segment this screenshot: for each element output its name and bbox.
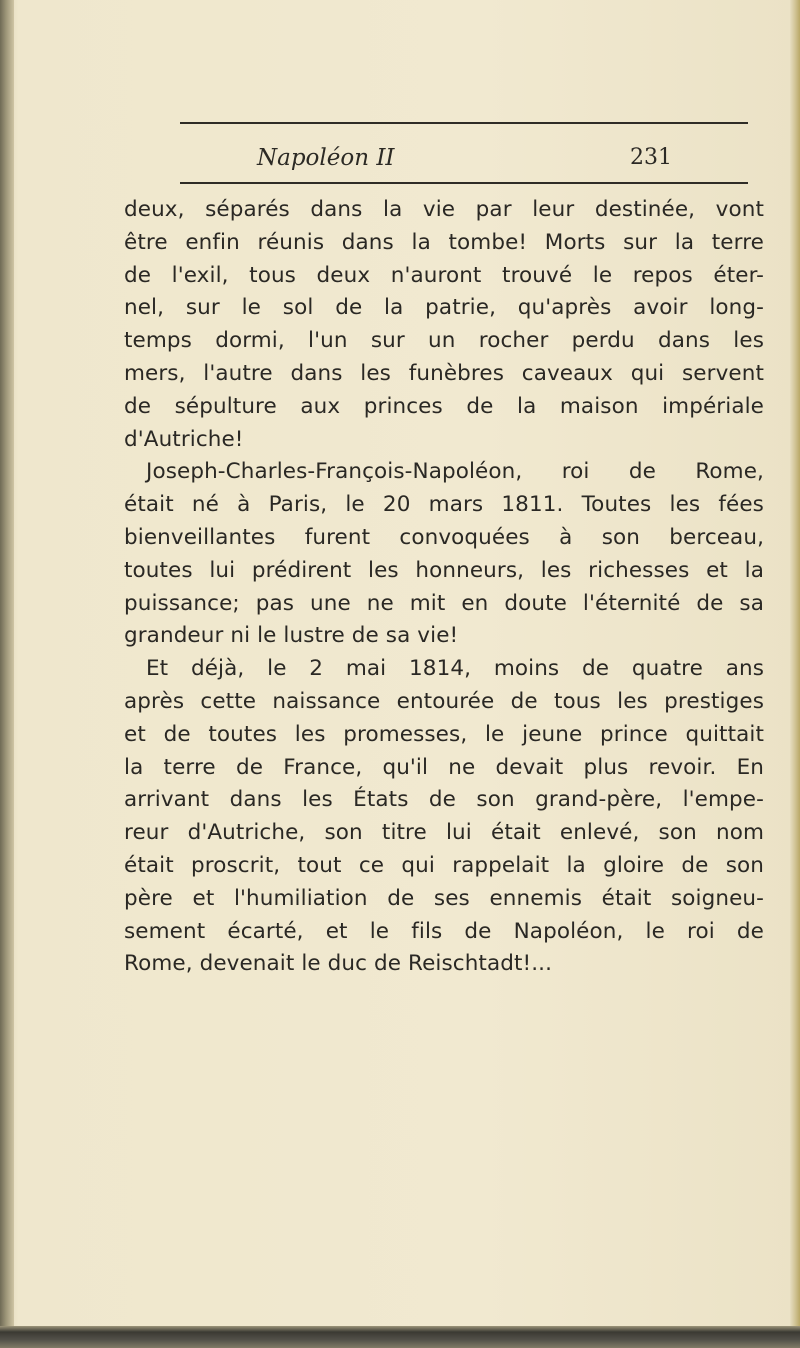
text-line: grandeur ni le lustre de sa vie!	[124, 623, 459, 649]
text-line: être enfin réunis dans la tombe! Morts sur la terre	[124, 229, 764, 255]
text-line: sement écarté, et le fils de Napoléon, le roi de	[124, 918, 764, 944]
page-bottom-edge	[0, 1326, 800, 1348]
text-line: nel, sur le sol de la patrie, qu'après avoir long-	[124, 295, 764, 321]
text-line: bienveillantes furent convoquées à son berceau,	[124, 524, 764, 550]
book-binding-edge	[0, 0, 14, 1348]
text-line: puissance; pas une ne mit en doute l'éternité de sa	[124, 590, 764, 616]
text-line: Et déjà, le 2 mai 1814, moins de quatre ans	[146, 656, 764, 682]
running-header-title: Napoléon II	[257, 145, 395, 171]
header-rule-bottom	[180, 182, 748, 184]
text-line: père et l'humiliation de ses ennemis était soigneu-	[124, 885, 764, 911]
text-line: de l'exil, tous deux n'auront trouvé le repos éter-	[124, 262, 764, 288]
text-line: de sépulture aux princes de la maison impériale	[124, 393, 764, 419]
body-text	[124, 194, 764, 981]
text-line: d'Autriche!	[124, 426, 244, 452]
text-line: arrivant dans les États de son grand-père, l'empe-	[124, 787, 764, 813]
page-right-edge	[790, 0, 800, 1348]
text-line: deux, séparés dans la vie par leur destinée, vont	[124, 197, 764, 222]
text-line: temps dormi, l'un sur un rocher perdu dans les	[124, 328, 764, 354]
text-line: Joseph-Charles-François-Napoléon, roi de Rome,	[146, 459, 764, 485]
text-line: toutes lui prédirent les honneurs, les richesses et la	[124, 557, 764, 583]
text-line: la terre de France, qu'il ne devait plus revoir. En	[124, 754, 764, 780]
text-line: après cette naissance entourée de tous les prestiges	[124, 688, 764, 714]
page-number: 231	[630, 145, 672, 170]
text-line: était proscrit, tout ce qui rappelait la gloire de son	[124, 852, 764, 878]
text-line: était né à Paris, le 20 mars 1811. Toutes les fées	[124, 492, 764, 518]
text-line: et de toutes les promesses, le jeune prince quittait	[124, 721, 764, 747]
text-line: reur d'Autriche, son titre lui était enlevé, son nom	[124, 820, 764, 846]
text-line: mers, l'autre dans les funèbres caveaux qui servent	[124, 360, 764, 386]
header-rule-top	[180, 122, 748, 124]
text-line: Rome, devenait le duc de Reischtadt!...	[124, 951, 553, 977]
